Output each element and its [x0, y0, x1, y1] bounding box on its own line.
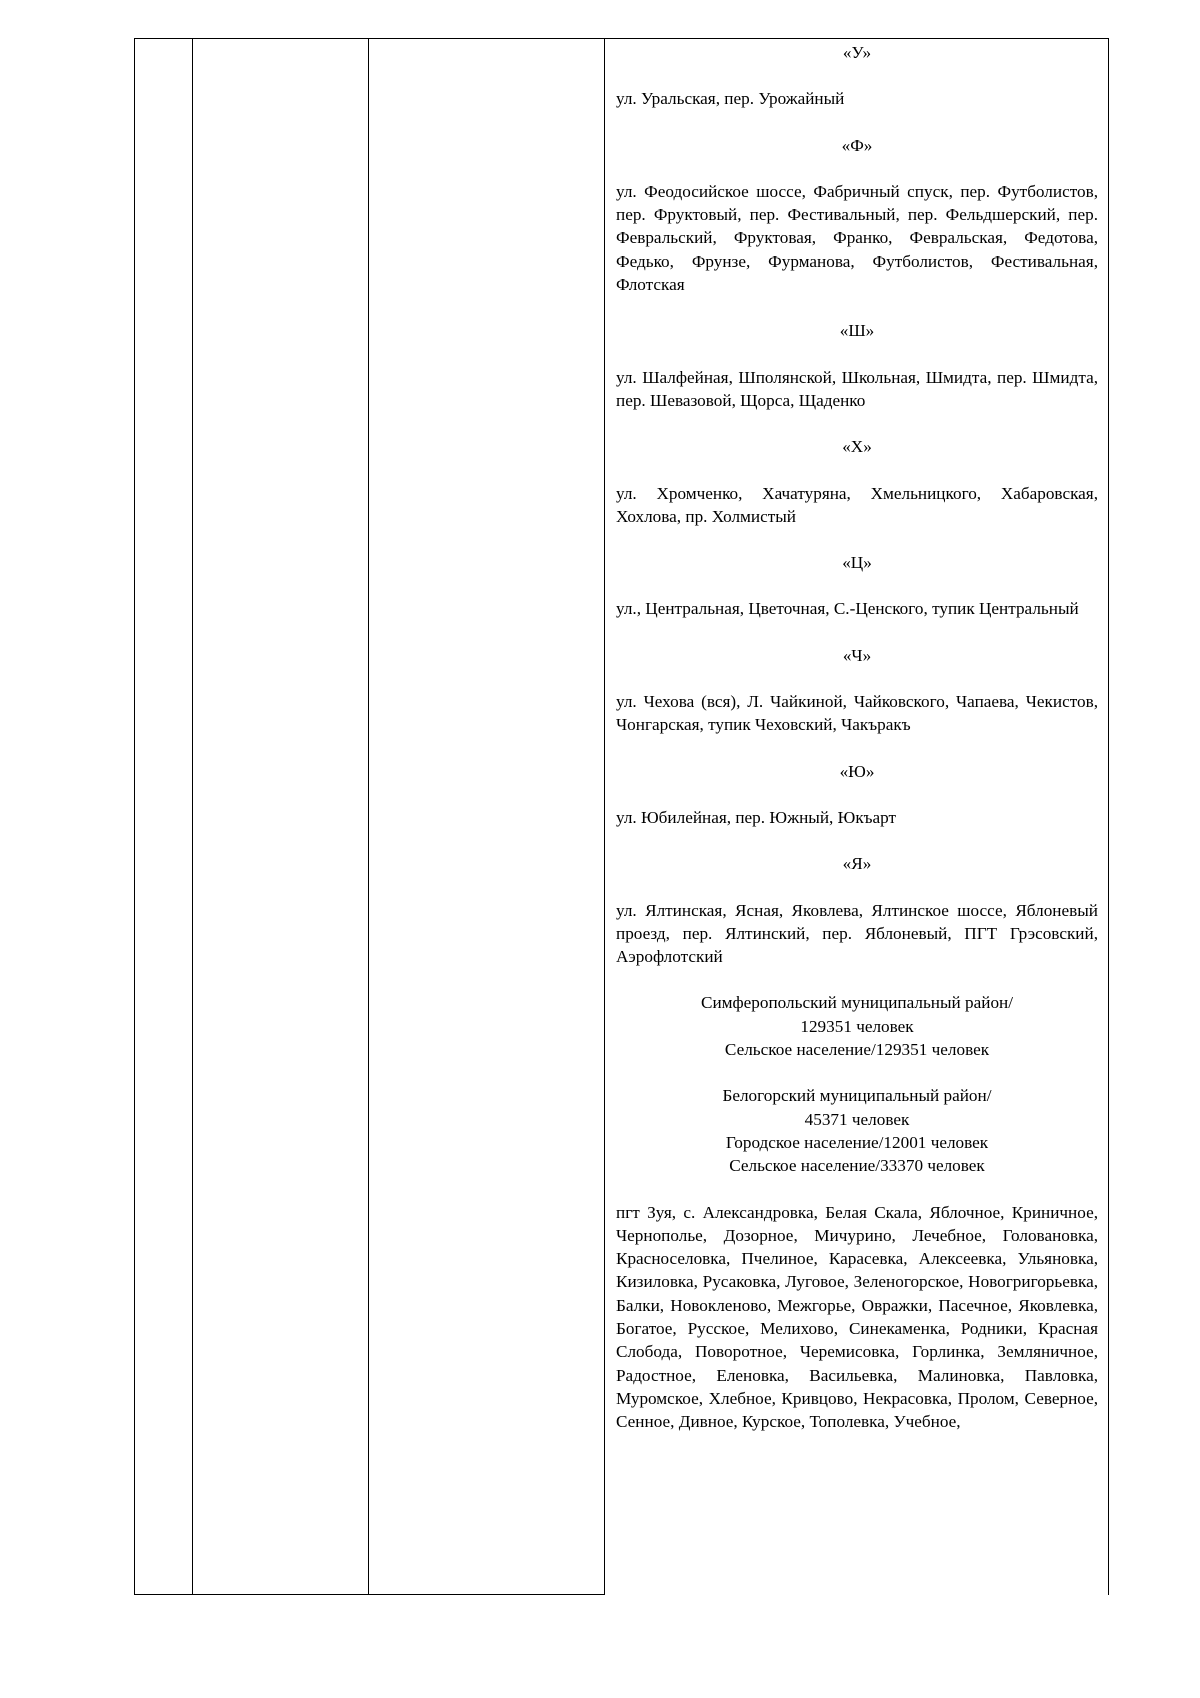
streets-content	[616, 41, 1098, 1433]
table-cell-number	[135, 39, 193, 1595]
district-name: Белогорский муниципальный район/	[722, 1086, 992, 1106]
letter-heading: «Ш»	[839, 321, 875, 341]
district-population: 45371 человек	[804, 1109, 910, 1129]
street-list: ул. Хромченко, Хачатуряна, Хмельницкого, Хабаровская, Хохлова, пр. Холмистый	[616, 483, 1098, 526]
settlement-list: пгт Зуя, с. Александровка, Белая Скала, Яблочное, Криничное, Чернополье, Дозорное, Мичурино, Лечебное, Головановка, Красноселовка, Пчелиное, Карасевка, Алексеевка, Ульяновка, Кизиловка, Русаковка, Луговое, Зеленогорское, Новогригорьевка, Балки, Новокленово, Межгорье, Овражки, Пасечное, Яковлевка, Богатое, Русское, Мелихово, Синекаменка, Родники, Красная Слобода, Поворотное, Черемисовка, Горлинка, Земляничное, Радостное, Еленовка, Васильевка, Малиновка, Павловка, Муромское, Хлебное, Кривцово, Некрасовка, Пролом, Северное, Сенное, Дивное, Курское, Тополевка, Учебное,	[616, 1202, 1098, 1432]
district-name: Симферопольский муниципальный район/	[700, 993, 1014, 1013]
district-population-urban: Городское население/12001 человек	[725, 1132, 989, 1152]
district-block-belogorsk	[616, 1084, 1098, 1177]
letter-heading: «Х»	[842, 437, 872, 457]
letter-heading: «Я»	[842, 854, 872, 874]
table-row	[135, 39, 1109, 1595]
street-list: ул., Центральная, Цветочная, С.-Ценского, тупик Центральный	[616, 599, 1079, 619]
street-list: ул. Ялтинская, Ясная, Яковлева, Ялтинское шоссе, Яблоневый проезд, пер. Ялтинский, пер. Яблоневый, ПГТ Грэсовский, Аэрофлотский	[616, 900, 1098, 967]
district-block-simferopol	[616, 991, 1098, 1061]
letter-section	[616, 41, 1098, 111]
letter-section	[616, 760, 1098, 830]
table-cell-description	[369, 39, 605, 1595]
letter-section	[616, 644, 1098, 737]
street-list: ул. Шалфейная, Шполянской, Школьная, Шмидта, пер. Шмидта, пер. Шевазовой, Щорса, Щаденко	[616, 367, 1098, 410]
street-list: ул. Феодосийское шоссе, Фабричный спуск, пер. Футболистов, пер. Фруктовый, пер. Фестивальный, пер. Фельдшерский, пер. Февральский, Фруктовая, Франко, Февральская, Федотова, Федько, Фрунзе, Фурманова, Футболистов, Фестивальная, Флотская	[616, 181, 1098, 295]
district-population: 129351 человек	[800, 1016, 914, 1036]
letter-heading: «Ф»	[841, 135, 873, 155]
letter-heading: «Ю»	[839, 761, 875, 781]
document-table	[134, 38, 1109, 1595]
letter-section	[616, 319, 1098, 412]
street-list: ул. Юбилейная, пер. Южный, Юкъарт	[616, 807, 897, 827]
letter-heading: «Ц»	[842, 553, 872, 573]
table-cell-streets	[605, 39, 1109, 1595]
street-list: ул. Уральская, пер. Урожайный	[616, 89, 845, 109]
letter-heading: «Ч»	[842, 645, 872, 665]
letter-section	[616, 134, 1098, 297]
district-population-rural: Сельское население/33370 человек	[729, 1156, 985, 1176]
street-list: ул. Чехова (вся), Л. Чайкиной, Чайковского, Чапаева, Чекистов, Чонгарская, тупик Чеховский, Чакъракъ	[616, 692, 1098, 735]
district-population-rural: Сельское население/129351 человек	[724, 1040, 990, 1060]
letter-heading: «У»	[842, 43, 872, 62]
letter-section	[616, 852, 1098, 968]
letter-section	[616, 551, 1098, 621]
table-cell-name	[193, 39, 369, 1595]
letter-section	[616, 435, 1098, 528]
